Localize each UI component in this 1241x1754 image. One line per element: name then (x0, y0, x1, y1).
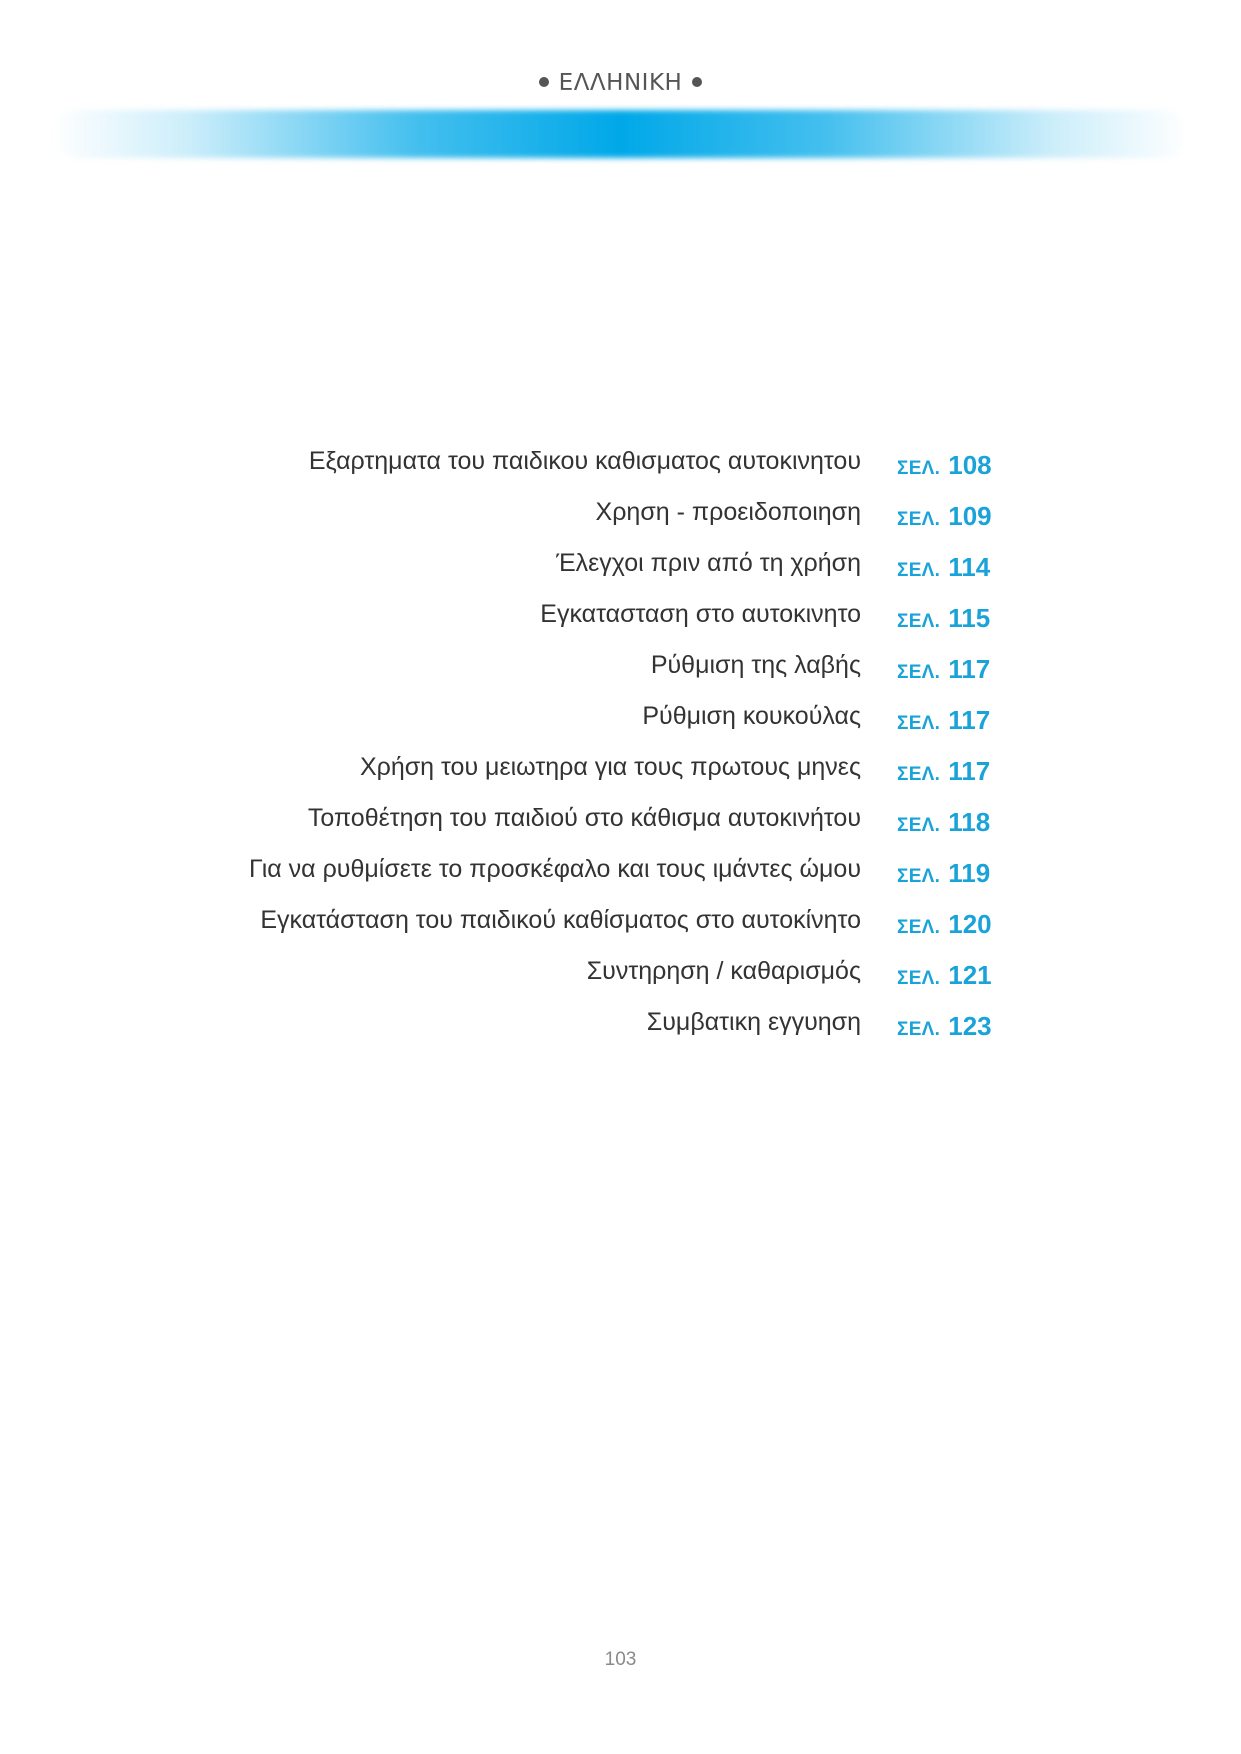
toc-entry-page-number: 120 (948, 909, 992, 939)
toc-entry-page-number: 118 (948, 807, 991, 837)
toc-entry (0, 749, 1241, 785)
toc-entry-page-ref (897, 906, 992, 947)
toc-entry (0, 443, 1241, 479)
page-prefix-label: ΣΕΛ. (897, 662, 941, 683)
toc-entry-page-number: 123 (948, 1011, 992, 1041)
toc-entry (0, 1004, 1241, 1040)
toc-entry-page-number: 108 (948, 450, 992, 480)
toc-entry-page-number: 117 (948, 654, 991, 684)
page-prefix-label: ΣΕΛ. (897, 560, 941, 581)
toc-entry-page-number: 121 (948, 960, 992, 990)
page-prefix-label: ΣΕΛ. (897, 509, 941, 530)
toc-entry (0, 596, 1241, 632)
toc-entry-page-ref (897, 1008, 992, 1049)
toc-entry-page-ref (897, 651, 990, 692)
toc-entry (0, 800, 1241, 836)
toc-entry-title: Τοποθέτηση του παιδιού στο κάθισμα αυτοκινήτου (307, 804, 861, 832)
toc-entry (0, 902, 1241, 938)
page-prefix-label: ΣΕΛ. (897, 815, 941, 836)
toc-entry (0, 647, 1241, 683)
toc-entry-page-ref (897, 498, 992, 539)
toc-entry-title: Έλεγχοι πριν από τη χρήση (556, 549, 861, 577)
toc-entry (0, 698, 1241, 734)
toc-entry-page-number: 119 (948, 858, 991, 888)
toc-entry-page-number: 115 (948, 603, 991, 633)
toc-entry-page-ref (897, 600, 990, 641)
toc-entry (0, 545, 1241, 581)
page-prefix-label: ΣΕΛ. (897, 917, 941, 938)
page-prefix-label: ΣΕΛ. (897, 611, 941, 632)
toc-entry (0, 494, 1241, 530)
toc-entry-title: Για να ρυθμίσετε το προσκέφαλο και τους ιμάντες ώμου (249, 855, 861, 883)
page-prefix-label: ΣΕΛ. (897, 458, 941, 479)
toc-entry-title: Εγκατασταση στο αυτοκινητο (540, 600, 861, 628)
toc-entry (0, 851, 1241, 887)
toc-entry-page-ref (897, 855, 990, 896)
toc-entry-title: Συμβατικη εγγυηση (646, 1008, 861, 1036)
toc-entry-page-number: 117 (948, 756, 991, 786)
page-prefix-label: ΣΕΛ. (897, 968, 941, 989)
toc-entry-page-ref (897, 447, 992, 488)
toc-entry-page-ref (897, 753, 990, 794)
toc-entry-page-number: 117 (948, 705, 991, 735)
toc-entry-title: Εξαρτηματα του παιδικου καθισματος αυτοκινητου (308, 447, 861, 475)
toc-entry-title: Συντηρηση / καθαρισμός (586, 957, 861, 985)
page-prefix-label: ΣΕΛ. (897, 764, 941, 785)
page-prefix-label: ΣΕΛ. (897, 1019, 941, 1040)
toc-entry-title: Χρήση του μειωτηρα για τους πρωτους μηνες (359, 753, 861, 781)
page-number: 103 (604, 1649, 637, 1670)
page-prefix-label: ΣΕΛ. (897, 866, 941, 887)
language-header-label: ΕΛΛΗΝΙΚΗ (558, 70, 683, 96)
toc-entry-title: Χρηση - προειδοποιηση (595, 498, 861, 526)
toc-entry (0, 953, 1241, 989)
toc-entry-page-ref (897, 804, 990, 845)
toc-entry-page-ref (897, 549, 990, 590)
toc-entry-page-ref (897, 702, 990, 743)
toc-entry-page-number: 109 (948, 501, 992, 531)
toc-entry-title: Ρύθμιση της λαβής (650, 651, 861, 679)
toc-entry-title: Ρύθμιση κουκούλας (642, 702, 861, 730)
toc-entry-page-number: 114 (948, 552, 991, 582)
toc-entry-page-ref (897, 957, 992, 998)
page-prefix-label: ΣΕΛ. (897, 713, 941, 734)
toc-entry-title: Εγκατάσταση του παιδικού καθίσματος στο αυτοκίνητο (260, 906, 861, 934)
